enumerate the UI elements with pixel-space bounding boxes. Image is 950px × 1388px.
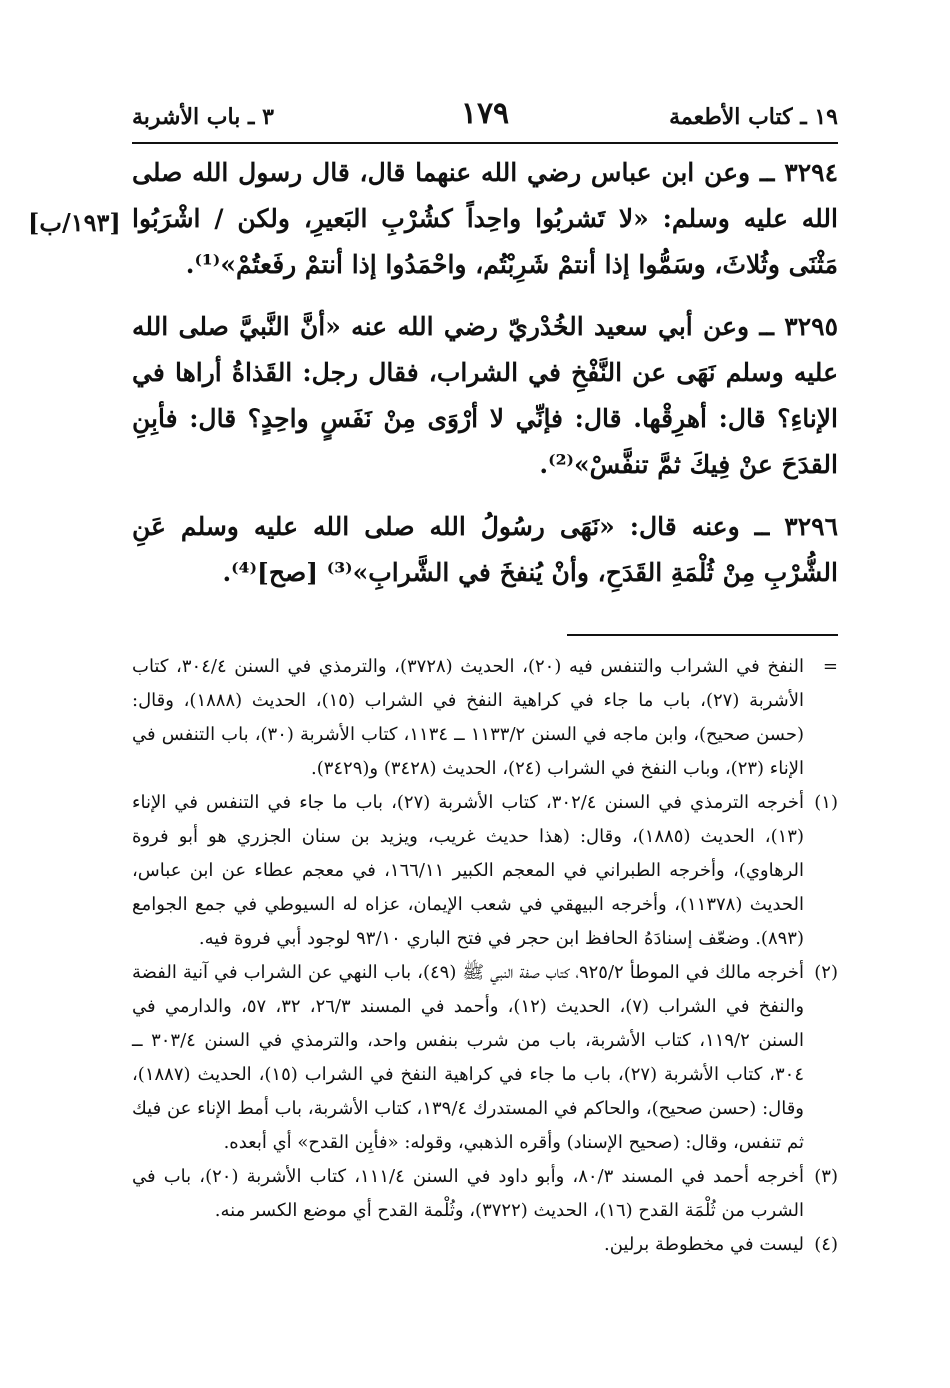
hadith-number: ٣٢٩٤ — [784, 158, 838, 187]
hadith-3294 — [132, 150, 838, 288]
footnote-marker: (١) — [814, 792, 838, 813]
hadith-3295 — [132, 304, 838, 488]
footnote-marker: (٤) — [814, 1234, 838, 1255]
section-title: ٣ ـ باب الأشربة — [132, 104, 274, 130]
footnote-3 — [132, 1160, 838, 1228]
footnote-continuation — [132, 650, 838, 786]
footnotes — [132, 650, 838, 1262]
footnote-marker: (٣) — [814, 1166, 838, 1187]
hadith-number: ٣٢٩٦ — [784, 512, 838, 541]
footnote-1 — [132, 786, 838, 956]
hadith-text: ــ وعن ابن عباس رضي الله عنهما قال، قال رسول الله صلى الله عليه وسلم: «لا تَشربُوا واحِداً كشُرْبِ البَعيرِ، ولكن / اشْرَبُوا مَثْنَى وثُلاثَ، وسَمُّوا إذا أنتمْ شَرِبْتُم، واحْمَدُوا إذا أنتمْ رفَعتُمْ»⁽¹⁾. — [132, 158, 838, 279]
footnote-4 — [132, 1228, 838, 1262]
footnote-separator — [567, 634, 838, 636]
chapter-title: ١٩ ـ كتاب الأطعمة — [669, 104, 838, 130]
hadith-number: ٣٢٩٥ — [784, 312, 838, 341]
footnote-text: أخرجه مالك في الموطأ ٩٢٥/٢، كتاب صفة النبي ﷺ (٤٩)، باب النهي عن الشراب في آنية الفضة والنفخ في الشراب (٧)، الحديث (١٢)، وأحمد في المسند ٢٦/٣، ٣٢، ٥٧، والدارمي في السنن ١١٩/٢، كتاب الأشربة، باب من شرب بنفس واحد، والترمذي في السنن ٣٠٣/٤ ــ ٣٠٤، كتاب الأشربة (٢٧)، باب ما جاء في كراهية النفخ في الشراب (١٥)، الحديث (١٨٨٧)، وقال: (حسن صحيح)، والحاكم في المستدرك ١٣٩/٤، كتاب الأشربة، باب أمط الإناء عن فيك ثم تنفس، وقال: (صحيح الإسناد) وأقره الذهبي، وقوله: «فأبِن القدح» أي أبعده. — [132, 962, 805, 1153]
footnote-marker: (٢) — [814, 962, 838, 983]
footnote-marker: = — [822, 656, 838, 677]
page-number: ١٧٩ — [460, 96, 510, 131]
hadith-text: ــ وعنه قال: «نَهَى رسُولُ الله صلى الله عليه وسلم عَنِ الشُّرْبِ مِنْ ثُلْمَةِ القَدَحِ، وأنْ يُنفخَ في الشَّرابِ»⁽³⁾ [صح]⁽⁴⁾. — [132, 512, 838, 587]
footnote-text: أخرجه أحمد في المسند ٨٠/٣، وأبو داود في السنن ١١١/٤، كتاب الأشربة (٢٠)، باب في الشرب من ثُلْمَة القدح (١٦)، الحديث (٣٧٢٢)، وثُلْمة القدح أي موضع الكسر منه. — [132, 1166, 804, 1221]
footnote-text: ليست في مخطوطة برلين. — [603, 1234, 804, 1255]
main-text — [132, 150, 838, 612]
footnote-text: أخرجه الترمذي في السنن ٣٠٢/٤، كتاب الأشربة (٢٧)، باب ما جاء في التنفس في الإناء (١٣)، الحديث (١٨٨٥)، وقال: (هذا حديث غريب، ويزيد بن سنان الجزري هو أبو فروة الرهاوي)، وأخرجه الطبراني في المعجم الكبير ١٦٦/١١، في معجم عطاء عن ابن عباس، الحديث (١١٣٧٨)، وأخرجه البيهقي في شعب الإيمان، عزاه له السيوطي في جمع الجوامع (٨٩٣). وضعّف إسنادَهُ الحافظ ابن حجر في فتح الباري ٩٣/١٠ لوجود أبي فروة فيه. — [132, 792, 805, 949]
manuscript-folio-note: [١٩٣/ب] — [28, 208, 121, 237]
hadith-3296 — [132, 504, 838, 596]
header-rule — [132, 142, 838, 144]
running-header — [132, 96, 838, 140]
hadith-text: ــ وعن أبي سعيد الخُدْريّ رضي الله عنه «أنَّ النَّبيَّ صلى الله عليه وسلم نَهَى عن النَّفْخِ في الشراب، فقال رجل: القَذاةُ أراها في الإناءِ؟ قال: أهرِقْها. قال: فإنِّي لا أرْوَى مِنْ نَفَسٍ واحِدٍ؟ قال: فأبِنِ القدَحَ عنْ فِيكَ ثمَّ تنفَّسْ»⁽²⁾. — [132, 312, 838, 479]
footnote-2 — [132, 956, 838, 1160]
footnote-text: النفخ في الشراب والتنفس فيه (٢٠)، الحديث (٣٧٢٨)، والترمذي في السنن ٣٠٤/٤، كتاب الأشربة (٢٧)، باب ما جاء في كراهية النفخ في الشراب (١٥)، الحديث (١٨٨٨)، وقال: (حسن صحيح)، وابن ماجه في السنن ١١٣٣/٢ ــ ١١٣٤، كتاب الأشربة (٣٠)، باب التنفس في الإناء (٢٣)، وباب النفخ في الشراب (٢٤)، الحديث (٣٤٢٨) و(٣٤٢٩). — [132, 656, 805, 779]
